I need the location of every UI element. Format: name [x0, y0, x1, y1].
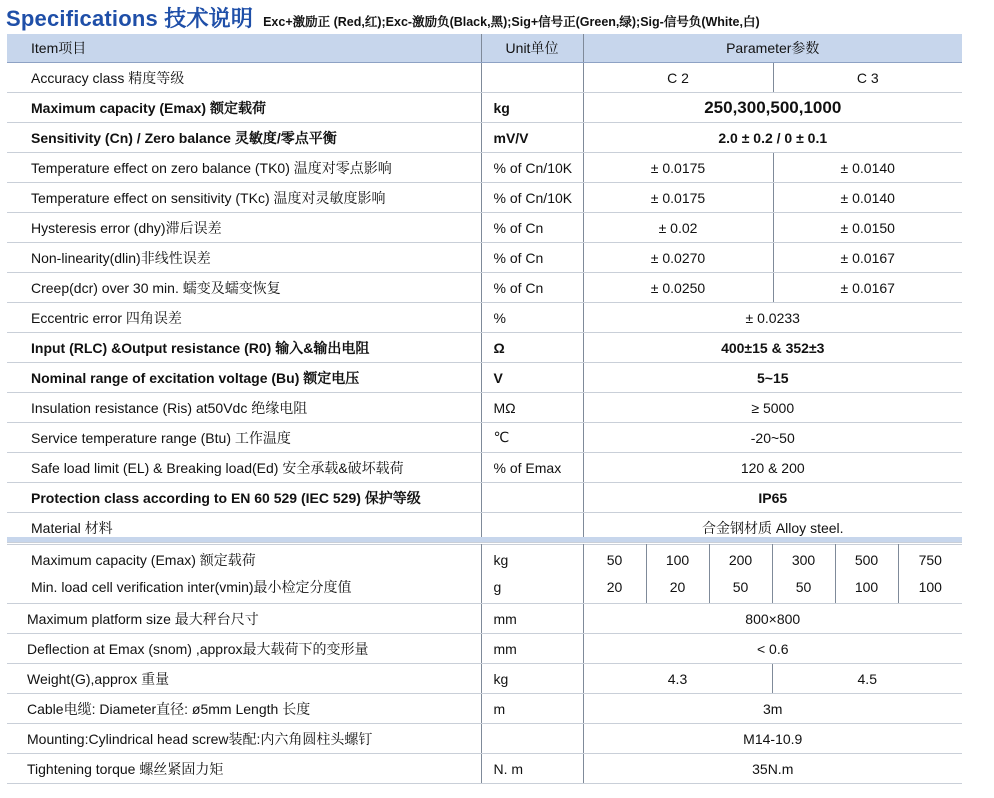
- spec-unit: kg: [481, 93, 583, 123]
- column-header-row: [7, 34, 962, 63]
- table-row: [7, 634, 962, 664]
- table-row: [7, 183, 962, 213]
- spec-value: -20~50: [583, 423, 962, 453]
- page-header: [6, 2, 760, 32]
- capacity-value: 50: [606, 552, 623, 568]
- table-row: [7, 754, 962, 784]
- spec-value: ≥ 5000: [583, 393, 962, 423]
- vmin-value: 50: [795, 579, 812, 595]
- model-unit: [481, 724, 583, 754]
- spec-item-label: Temperature effect on zero balance (TK0) 温度对零点影响: [7, 153, 481, 183]
- table-row: [7, 333, 962, 363]
- spec-unit: MΩ: [481, 393, 583, 423]
- spec-unit: [481, 483, 583, 513]
- spec-value-c3: ± 0.0167: [773, 273, 962, 303]
- spec-value: 400±15 & 352±3: [583, 333, 962, 363]
- model-value: < 0.6: [583, 634, 962, 664]
- spec-item-label: Material 材料: [7, 513, 481, 543]
- table-row: [7, 724, 962, 754]
- spec-unit: % of Cn: [481, 273, 583, 303]
- table-row: [7, 393, 962, 423]
- spec-unit: % of Cn/10K: [481, 183, 583, 213]
- capacity-row: [7, 545, 962, 604]
- spec-unit: [481, 63, 583, 93]
- spec-value: 5~15: [583, 363, 962, 393]
- table-row: [7, 63, 962, 93]
- column-header-parameter: Parameter参数: [583, 34, 962, 63]
- spec-item-label: Temperature effect on sensitivity (TKc) 温度对灵敏度影响: [7, 183, 481, 213]
- table-row: [7, 93, 962, 123]
- model-column: [898, 545, 962, 604]
- spec-value-c2: ± 0.02: [583, 213, 773, 243]
- model-value: 3m: [583, 694, 962, 724]
- capacity-unit: kg: [493, 552, 509, 568]
- table-row: [7, 243, 962, 273]
- class-c3-header: C 3: [773, 63, 962, 93]
- spec-value-c2: ± 0.0175: [583, 183, 773, 213]
- page-title: Specifications 技术说明: [6, 6, 254, 31]
- spec-unit: % of Cn: [481, 243, 583, 273]
- spec-value: 合金钢材质 Alloy steel.: [583, 513, 962, 543]
- vmin-value: 100: [854, 579, 879, 595]
- spec-unit: % of Emax: [481, 453, 583, 483]
- spec-item-label: Safe load limit (EL) & Breaking load(Ed) 安全承载&破坏载荷: [7, 453, 481, 483]
- model-item-label: Tightening torque 螺丝紧固力矩: [7, 754, 481, 784]
- spec-value-c3: ± 0.0140: [773, 183, 962, 213]
- spec-item-label: Hysteresis error (dhy)滞后误差: [7, 213, 481, 243]
- vmin-value: 20: [669, 579, 686, 595]
- spec-value-c3: ± 0.0140: [773, 153, 962, 183]
- spec-value-c3: ± 0.0150: [773, 213, 962, 243]
- wiring-legend: Exc+激励正 (Red,红);Exc-激励负(Black,黑);Sig+信号正(Green,绿);Sig-信号负(White,白): [263, 15, 760, 29]
- spec-unit: %: [481, 303, 583, 333]
- model-item-label: Deflection at Emax (snom) ,approx最大载荷下的变形量: [7, 634, 481, 664]
- spec-unit: Ω: [481, 333, 583, 363]
- specifications-table: [7, 34, 962, 543]
- table-row: [7, 694, 962, 724]
- spec-item-label: Sensitivity (Cn) / Zero balance 灵敏度/零点平衡: [7, 123, 481, 153]
- spec-unit: % of Cn: [481, 213, 583, 243]
- vmin-value: 20: [606, 579, 623, 595]
- table-row: [7, 664, 962, 694]
- model-value: M14-10.9: [583, 724, 962, 754]
- model-unit: mm: [481, 604, 583, 634]
- table-row: [7, 483, 962, 513]
- model-column: [583, 545, 646, 604]
- table-divider: [7, 537, 962, 542]
- vmin-value: 100: [918, 579, 942, 595]
- table-row: [7, 423, 962, 453]
- spec-item-label: Creep(dcr) over 30 min. 蠕变及蠕变恢复: [7, 273, 481, 303]
- spec-value: 250,300,500,1000: [583, 93, 962, 123]
- model-item-label: Weight(G),approx 重量: [7, 664, 481, 694]
- table-row: [7, 303, 962, 333]
- spec-unit: V: [481, 363, 583, 393]
- spec-unit: mV/V: [481, 123, 583, 153]
- capacity-vmin-labels: [7, 545, 481, 604]
- capacity-value: 100: [665, 552, 690, 568]
- capacity-vmin-units: [481, 545, 583, 604]
- table-row: [7, 273, 962, 303]
- spec-value: ± 0.0233: [583, 303, 962, 333]
- weight-value-left: 4.3: [583, 664, 772, 694]
- model-item-label: Mounting:Cylindrical head screw装配:内六角圆柱头螺钉: [7, 724, 481, 754]
- column-header-item: Item项目: [7, 34, 481, 63]
- capacity-label: Maximum capacity (Emax) 额定载荷: [31, 552, 256, 568]
- spec-item-label: Insulation resistance (Ris) at50Vdc 绝缘电阻: [7, 393, 481, 423]
- model-unit: N. m: [481, 754, 583, 784]
- vmin-unit: g: [493, 579, 502, 595]
- spec-value: 120 & 200: [583, 453, 962, 483]
- model-unit: kg: [481, 664, 583, 694]
- spec-item-label: Service temperature range (Btu) 工作温度: [7, 423, 481, 453]
- table-row: [7, 213, 962, 243]
- spec-item-label: Input (RLC) &Output resistance (R0) 输入&输出电阻: [7, 333, 481, 363]
- weight-value-right: 4.5: [772, 664, 962, 694]
- capacity-value: 750: [918, 552, 942, 568]
- class-c2-header: C 2: [583, 63, 773, 93]
- model-column: [772, 545, 835, 604]
- spec-unit: ℃: [481, 423, 583, 453]
- spec-item-label: Protection class according to EN 60 529 (IEC 529) 保护等级: [7, 483, 481, 513]
- model-item-label: Maximum platform size 最大秤台尺寸: [7, 604, 481, 634]
- spec-value: 2.0 ± 0.2 / 0 ± 0.1: [583, 123, 962, 153]
- spec-value-c2: ± 0.0270: [583, 243, 773, 273]
- table-row: [7, 153, 962, 183]
- table-row: [7, 453, 962, 483]
- model-unit: m: [481, 694, 583, 724]
- spec-item-label: Non-linearity(dlin)非线性误差: [7, 243, 481, 273]
- spec-item-label: Eccentric error 四角误差: [7, 303, 481, 333]
- table-row: [7, 123, 962, 153]
- column-header-unit: Unit单位: [481, 34, 583, 63]
- model-column: [835, 545, 898, 604]
- vmin-value: 50: [732, 579, 749, 595]
- vmin-label: Min. load cell verification inter(vmin)最小检定分度值: [31, 579, 352, 595]
- spec-unit: % of Cn/10K: [481, 153, 583, 183]
- table-row: [7, 604, 962, 634]
- model-table: [7, 544, 962, 784]
- table-row: [7, 363, 962, 393]
- model-value: 35N.m: [583, 754, 962, 784]
- capacity-value: 200: [728, 552, 753, 568]
- capacity-value: 500: [854, 552, 879, 568]
- spec-value-c2: ± 0.0250: [583, 273, 773, 303]
- model-column: [646, 545, 709, 604]
- spec-item-label: Maximum capacity (Emax) 额定载荷: [7, 93, 481, 123]
- model-item-label: Cable电缆: Diameter直径: ø5mm Length 长度: [7, 694, 481, 724]
- model-unit: mm: [481, 634, 583, 664]
- spec-value-c2: ± 0.0175: [583, 153, 773, 183]
- model-column: [709, 545, 772, 604]
- spec-value-c3: ± 0.0167: [773, 243, 962, 273]
- capacity-value: 300: [791, 552, 816, 568]
- spec-item-label: Nominal range of excitation voltage (Bu) 额定电压: [7, 363, 481, 393]
- spec-value: IP65: [583, 483, 962, 513]
- spec-item-label: Accuracy class 精度等级: [7, 63, 481, 93]
- model-value: 800×800: [583, 604, 962, 634]
